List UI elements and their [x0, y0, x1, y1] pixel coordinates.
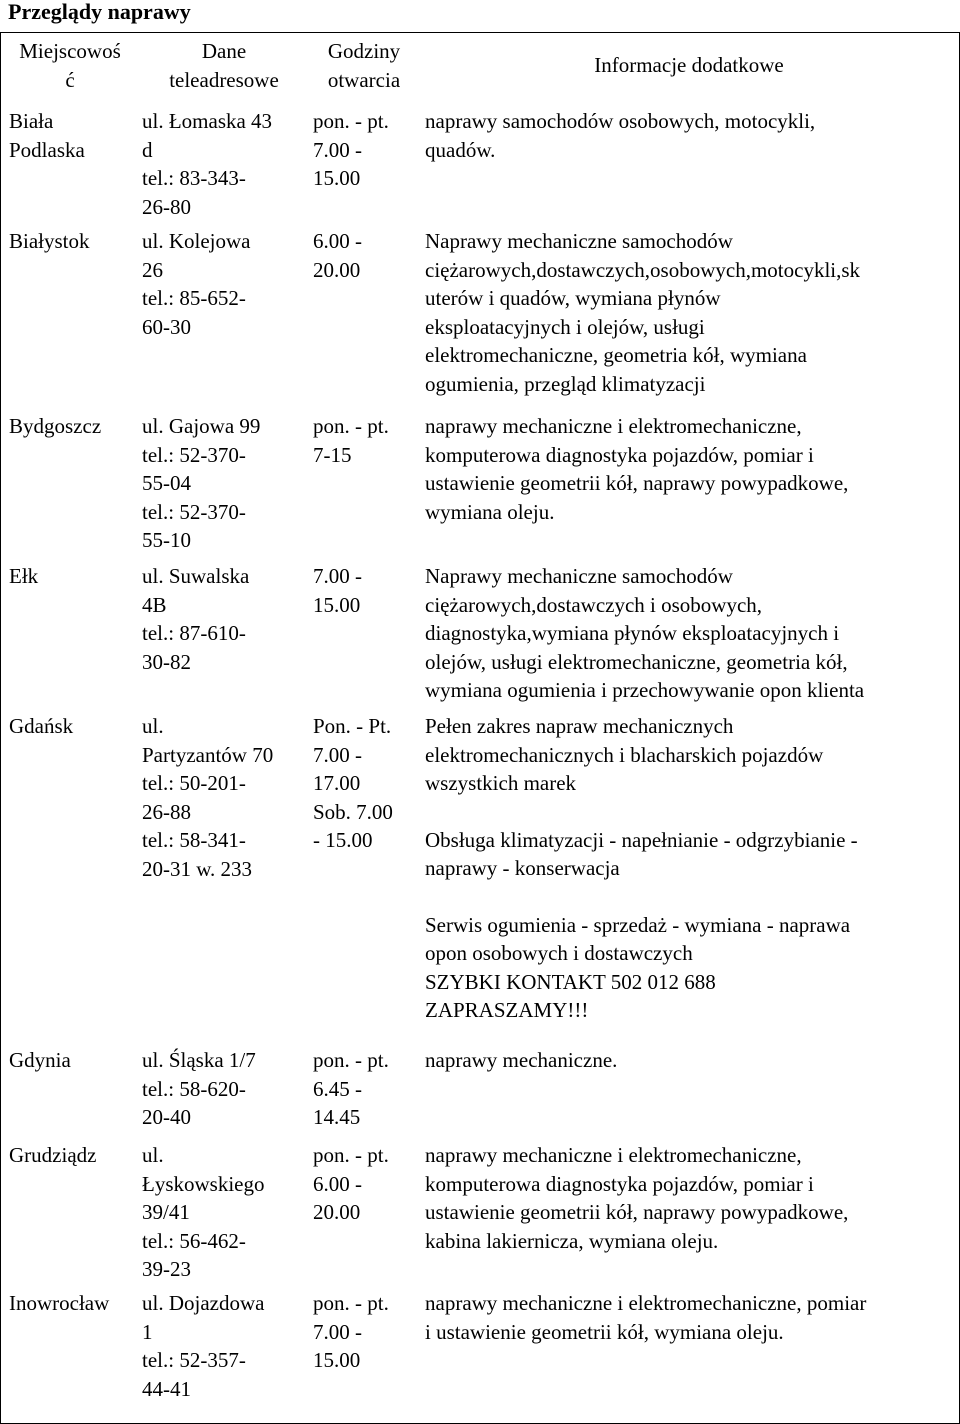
row-contact: ul. Kolejowa 26 tel.: 85-652- 60-30	[142, 229, 251, 339]
row-city: Inowrocław	[9, 1291, 110, 1315]
row-hours: pon. - pt. 7.00 - 15.00	[313, 1291, 389, 1372]
info-paragraph: naprawy samochodów osobowych, motocykli, quadów.	[425, 109, 816, 162]
row-contact: ul. Łyskowskiego 39/41 tel.: 56-462- 39-23	[142, 1143, 265, 1281]
row-hours: 7.00 - 15.00	[313, 564, 362, 617]
row-info	[419, 1141, 959, 1255]
header-info: Informacje dodatkowe	[594, 53, 784, 77]
page-title: Przeglądy naprawy	[8, 0, 191, 24]
info-paragraph: Naprawy mechaniczne samochodów ciężarowych,dostawczych,osobowych,motocykli,sk uterów i quadów, wymiana płynów eksploatacyjnych i olejów, usługi elektromechaniczne, geometria kół, wymiana ogumienia, przegląd klimatyzacji	[425, 229, 861, 396]
row-info	[419, 1046, 959, 1075]
row-city: Bydgoszcz	[9, 414, 102, 438]
info-paragraph: Serwis ogumienia - sprzedaż - wymiana - naprawa opon osobowych i dostawczych SZYBKI KONTAKT 502 012 688 ZAPRASZAMY!!!	[425, 912, 851, 1022]
row-contact: ul. Suwalska 4B tel.: 87-610- 30-82	[142, 564, 250, 674]
row-hours: Pon. - Pt. 7.00 - 17.00 Sob. 7.00 - 15.00	[313, 714, 393, 852]
info-paragraph: naprawy mechaniczne i elektromechaniczne, komputerowa diagnostyka pojazdów, pomiar i ustawienie geometrii kół, naprawy powypadkowe, wymiana oleju.	[425, 414, 849, 524]
row-hours: pon. - pt. 6.45 - 14.45	[313, 1048, 389, 1129]
row-contact: ul. Partyzantów 70 tel.: 50-201- 26-88 tel.: 58-341- 20-31 w. 233	[142, 714, 274, 881]
table-row	[1, 1287, 959, 1407]
header-city: Miejscowoś ć	[19, 39, 121, 92]
info-paragraph: Naprawy mechaniczne samochodów ciężarowych,dostawczych i osobowych, diagnostyka,wymiana płynów eksploatacyjnych i olejów, usługi elektromechaniczne, geometria kół, wymiana ogumienia i przechowywanie opon klienta	[425, 564, 865, 702]
info-paragraph: naprawy mechaniczne.	[425, 1048, 618, 1072]
info-paragraph: naprawy mechaniczne i elektromechaniczne, pomiar i ustawienie geometrii kół, wymiana oleju.	[425, 1291, 867, 1344]
row-city: Białystok	[9, 229, 90, 253]
row-info	[419, 107, 959, 164]
table-row	[1, 410, 959, 560]
row-city: Gdańsk	[9, 714, 74, 738]
table-row	[1, 710, 959, 1044]
row-info	[419, 1289, 959, 1346]
row-info	[419, 562, 959, 705]
row-hours: pon. - pt. 7.00 - 15.00	[313, 109, 389, 190]
row-hours: pon. - pt. 7-15	[313, 414, 389, 467]
header-hours: Godziny otwarcia	[327, 39, 401, 92]
info-paragraph: naprawy mechaniczne i elektromechaniczne, komputerowa diagnostyka pojazdów, pomiar i ustawienie geometrii kół, naprawy powypadkowe, kabina lakiernicza, wymiana oleju.	[425, 1143, 849, 1253]
row-info	[419, 712, 959, 1025]
row-hours: pon. - pt. 6.00 - 20.00	[313, 1143, 389, 1224]
row-info	[419, 227, 959, 398]
table-row	[1, 225, 959, 410]
table-row	[1, 560, 959, 710]
repair-shops-table	[0, 32, 960, 1424]
table-row	[1, 1044, 959, 1139]
row-city: Biała Podlaska	[9, 109, 85, 162]
info-paragraph: Pełen zakres napraw mechanicznych elektromechanicznych i blacharskich pojazdów wszystkich marek	[425, 714, 824, 795]
table-row	[1, 1139, 959, 1287]
header-contact: Dane teleadresowe	[169, 39, 279, 92]
row-city: Grudziądz	[9, 1143, 97, 1167]
row-hours: 6.00 - 20.00	[313, 229, 362, 282]
row-city: Gdynia	[9, 1048, 71, 1072]
table-header-row	[1, 33, 959, 105]
row-info	[419, 412, 959, 526]
table-row	[1, 105, 959, 225]
row-city: Ełk	[9, 564, 39, 588]
row-contact: ul. Dojazdowa 1 tel.: 52-357- 44-41	[142, 1291, 265, 1401]
info-paragraph: Obsługa klimatyzacji - napełnianie - odgrzybianie - naprawy - konserwacja	[425, 827, 858, 880]
row-contact: ul. Śląska 1/7 tel.: 58-620- 20-40	[142, 1048, 256, 1129]
row-contact: ul. Łomaska 43 d tel.: 83-343- 26-80	[142, 109, 273, 219]
row-contact: ul. Gajowa 99 tel.: 52-370- 55-04 tel.: 52-370- 55-10	[142, 414, 261, 552]
table-body	[1, 105, 959, 1407]
